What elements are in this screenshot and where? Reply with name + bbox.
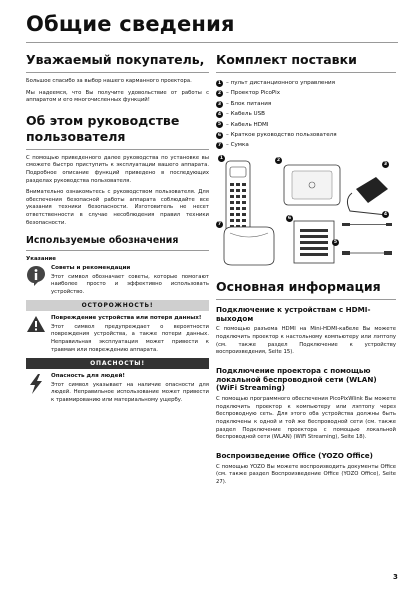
caution-title: Повреждение устройства или потеря данных! [51,315,202,322]
wlan-heading-line-1: Подключение проектора с помощью [216,365,371,375]
number-badge: 6 [217,132,222,138]
welcome-paragraph-1: Большое спасибо за выбор нашего карманного проектора. [26,78,192,84]
about-paragraph-1: С помощью приведенного далее руководства по установке вы сможете быстро приступить к эксплуатации вашего аппарата. Подробное описание функций приведено в последующих разделах руководства пользователя. [26,154,209,184]
page-number: 3 [393,573,398,581]
projector-drawing [284,165,340,205]
hdmi-heading [216,306,396,324]
kit-item-label: – Проектор PicoPix [226,90,281,97]
divider [26,250,209,251]
kit-item-label: – Блок питания [226,100,272,107]
about-paragraph-2: Внимательно ознакомьтесь с руководством пользователя. Для обеспечения безопасной работы аппарата соблюдайте все указания техники безопасности. Изготовитель не несет ответственности в случае несоблюдения правил техники безопасности. [26,189,209,226]
wlan-heading [216,367,396,393]
list-item [216,109,396,119]
page-title: Общие сведения [26,12,235,36]
number-badge: 1 [217,80,222,86]
kit-item-label: – Сумка [226,142,249,149]
tip-note [26,265,209,296]
kit-item-label: – пульт дистанционного управления [226,80,336,86]
about-heading-line-1: Об этом руководстве [26,112,180,128]
quick-guide-drawing [294,221,334,263]
kit-illustration [216,155,396,267]
hdmi-heading-line-2: выходом [216,313,254,323]
divider [216,299,396,300]
number-badge: 4 [383,211,388,217]
welcome-heading: Уважаемый покупатель, [26,52,205,67]
kit-list [216,78,396,151]
wlan-heading-line-3: (WiFi Streaming) [216,383,285,393]
number-badge: 4 [217,111,222,117]
title-divider [26,42,398,43]
wlan-heading-line-2: локальной беспроводной сети (WLAN) [216,374,377,384]
number-badge: 3 [217,101,222,107]
list-item [216,88,396,98]
list-item [216,78,396,88]
lightning-icon [26,373,46,404]
number-badge: 5 [333,239,338,245]
kit-item-label: – Кабель USB [226,111,265,118]
kit-item-label: – Кабель HDMI [226,121,269,128]
danger-note [26,373,209,404]
about-heading [26,113,209,145]
main-info-heading: Основная информация [216,278,381,294]
number-badge: 2 [276,157,281,163]
usb-cable-drawing [342,223,392,226]
bag-drawing [224,227,274,265]
list-item [216,99,396,109]
hdmi-cable-drawing [342,251,392,255]
office-heading: Воспроизведение Office (YOZO Office) [216,450,373,460]
right-column [216,52,396,490]
symbols-heading: Используемые обозначения [26,235,179,247]
number-badge: 3 [383,161,388,167]
danger-title: Опасность для людей! [51,373,125,380]
number-badge: 1 [219,155,224,161]
symbols-label: Указание [26,256,56,263]
office-text: С помощью YOZO Вы можете воспроизводить документы Office (см. также раздел Воспроизведение Office (YOZO Office), Seite 27). [216,463,396,485]
about-heading-line-2: пользователя [26,128,126,144]
divider [26,149,209,150]
caution-text: Этот символ предупреждает о вероятности повреждения устройства, а также потери данных. Неправильная эксплуатация может привести к травмам или повреждению аппарата. [51,323,209,353]
kit-drawing [216,155,396,267]
number-badge: 7 [217,143,222,149]
number-badge: 2 [217,91,222,97]
welcome-paragraph-2: Мы надеемся, что Вы получите удовольствие от работы с аппаратом и его многочисленных функций! [26,89,209,104]
kit-item-label: – Краткое руководство пользователя [226,132,337,139]
hdmi-heading-line-1: Подключение к устройствам с HDMI- [216,304,371,314]
divider [26,72,209,73]
list-item [216,120,396,130]
hdmi-text: С помощью разъема HDMI на Mini-HDMI-кабеле Вы можете подключить проектор к настольному компьютеру или лэптопу (см. также раздел Подключение к устройству воспроизведения, Seite 15). [216,326,396,356]
danger-text: Этот символ указывает на наличие опасности для людей. Неправильное использование может привести к травмированию или материальному ущербу. [51,381,209,403]
caution-note [26,315,209,354]
info-icon [26,265,46,296]
divider [216,72,396,73]
number-badge: 7 [217,221,222,227]
danger-bar: ОПАСНОСТЫ! [26,358,209,369]
power-adapter-drawing [347,177,388,215]
list-item [216,130,396,140]
number-badge: 5 [217,122,222,128]
list-item [216,140,396,150]
wlan-text: С помощью программного обеспечения PicoPixWlink Вы можете подключить проектор к компьютеру или лэптопу через беспроводную сеть. Для этого оба устройства должны быть подключены к одной и той же беспроводной сети (см. также раздел Подключение проектора с помощью локальной беспроводной сети (WLAN) (WiFi Streaming), Seite 18). [216,396,396,441]
tip-text: Этот символ обозначает советы, которые помогают наиболее просто и эффективно использовать устройство. [51,273,209,295]
kit-heading: Комплект поставки [216,52,357,67]
warning-icon [26,315,46,354]
tip-title: Советы и рекомендации [51,265,131,272]
left-column [26,52,209,408]
number-badge: 6 [287,215,292,221]
caution-bar: ОСТОРОЖНОСТЬ! [26,300,209,311]
